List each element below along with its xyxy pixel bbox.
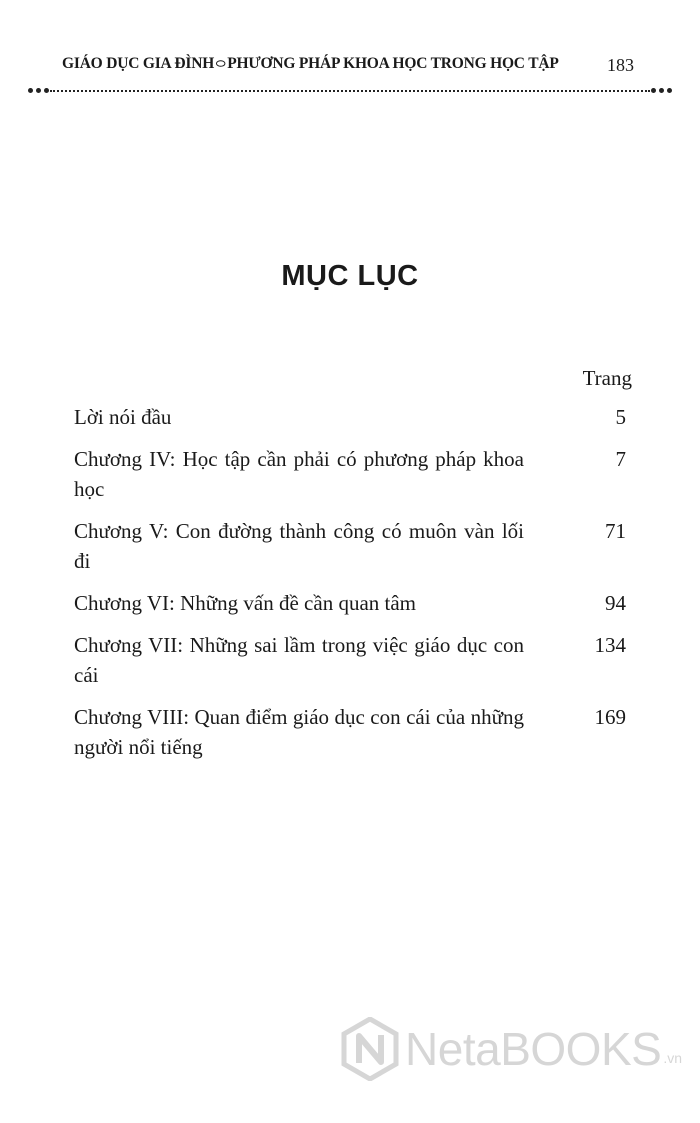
toc-entry-page: 7 — [615, 447, 626, 471]
netabooks-logo-icon — [341, 1017, 399, 1081]
rule-dots-left — [28, 86, 49, 93]
toc-entry[interactable] — [74, 588, 630, 618]
page-title: MỤC LỤC — [281, 260, 419, 292]
rule-dots-right — [651, 86, 672, 93]
watermark-brand-text: NetaBOOKS — [405, 1023, 662, 1075]
running-header-title — [62, 55, 559, 73]
toc-entry-page: 5 — [615, 405, 626, 429]
toc-entry[interactable] — [74, 516, 630, 576]
toc-entry[interactable] — [74, 630, 630, 690]
toc-entry-page: 169 — [594, 705, 626, 729]
watermark-suffix-text: .vn — [663, 1050, 682, 1066]
toc-entry-page: 94 — [605, 591, 626, 615]
toc-entry-text: Chương VII: Những sai lầm trong việc giáo dục con cái — [74, 633, 524, 687]
page-number: 183 — [607, 55, 634, 75]
toc-entry[interactable] — [74, 702, 630, 762]
header-title-right: PHƯƠNG PHÁP KHOA HỌC TRONG HỌC TẬP — [227, 55, 559, 72]
toc-entry-text: Chương IV: Học tập cần phải có phương pháp khoa học — [74, 447, 524, 501]
header-dotted-rule — [28, 86, 672, 96]
netabooks-watermark — [341, 1017, 682, 1081]
header-separator-icon: ⬭ — [216, 58, 226, 70]
toc-entry-page: 134 — [594, 633, 626, 657]
toc-entry-text: Chương VI: Những vấn đề cần quan tâm — [74, 591, 416, 615]
page-column-label: Trang — [582, 366, 632, 390]
toc-list — [74, 402, 630, 774]
toc-entry[interactable] — [74, 402, 630, 432]
toc-entry[interactable] — [74, 444, 630, 504]
toc-entry-page: 71 — [605, 519, 626, 543]
header-title-left: GIÁO DỤC GIA ĐÌNH — [62, 55, 215, 72]
running-header — [62, 52, 634, 82]
toc-entry-text: Chương V: Con đường thành công có muôn vàn lối đi — [74, 519, 524, 573]
rule-dotted-line — [50, 90, 650, 92]
toc-entry-text: Chương VIII: Quan điểm giáo dục con cái của những người nổi tiếng — [74, 705, 524, 759]
toc-entry-text: Lời nói đầu — [74, 405, 172, 429]
